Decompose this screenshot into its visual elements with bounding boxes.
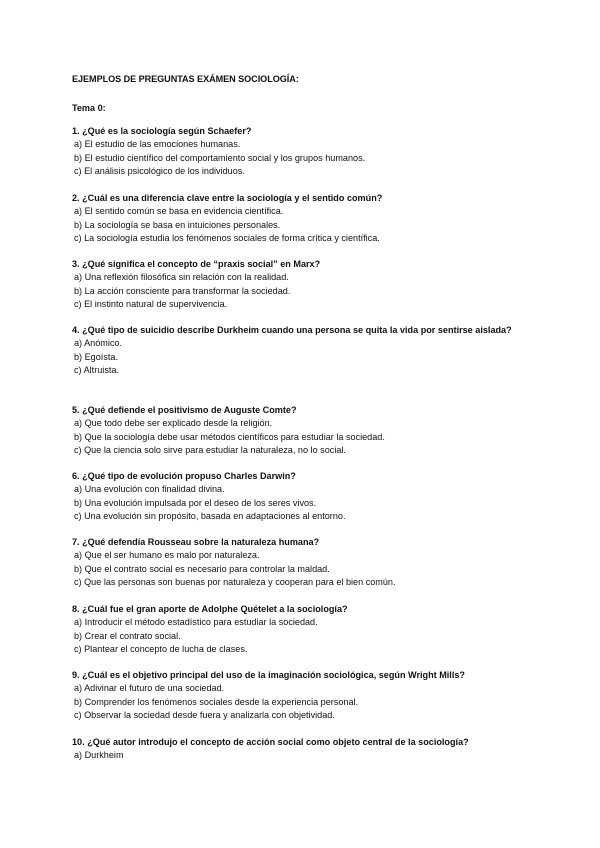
question-number: 3.	[72, 259, 80, 269]
answer-option: b) Que la sociología debe usar métodos científicos para estudiar la sociedad.	[74, 431, 385, 442]
question-prompt: ¿Qué defiende el positivismo de Auguste Comte?	[82, 405, 297, 415]
answer-option: c) El análisis psicológico de los individuos.	[74, 166, 245, 177]
question-5	[72, 404, 528, 458]
question-prompt: ¿Qué tipo de suicidio describe Durkheim cuando una persona se quita la vida por sentirse aislada?	[82, 325, 512, 335]
question-1	[72, 125, 528, 179]
question-prompt: ¿Qué significa el concepto de “praxis social” en Marx?	[82, 259, 321, 269]
question-text	[72, 125, 528, 138]
question-prompt: ¿Cuál fue el gran aporte de Adolphe Quételet a la sociología?	[82, 604, 348, 614]
question-number: 6.	[72, 471, 80, 481]
answer-option: a) Que todo debe ser explicado desde la religión.	[74, 418, 273, 429]
question-number: 9.	[72, 670, 80, 680]
answer-option: c) Observar la sociedad desde fuera y analizarla con objetividad.	[74, 710, 335, 721]
question-text	[72, 258, 528, 271]
question-prompt: ¿Qué tipo de evolución propuso Charles Darwin?	[82, 471, 296, 481]
question-prompt: ¿Qué defendía Rousseau sobre la naturaleza humana?	[82, 537, 320, 547]
answer-option: b) Egoísta.	[74, 351, 118, 362]
question-number: 7.	[72, 537, 80, 547]
answer-option: b) La acción consciente para transformar la sociedad.	[74, 285, 291, 296]
document-title: EJEMPLOS DE PREGUNTAS EXÁMEN SOCIOLOGÍA:	[72, 74, 299, 84]
question-9	[72, 669, 528, 723]
question-text	[72, 669, 528, 682]
answer-option: c) Que la ciencia solo sirve para estudiar la naturaleza, no lo social.	[74, 445, 346, 456]
answer-option: c) Que las personas son buenas por naturaleza y cooperan para el bien común.	[74, 577, 396, 588]
question-4	[72, 324, 528, 378]
question-3	[72, 258, 528, 312]
answer-option: a) Que el ser humano es malo por naturaleza.	[74, 550, 260, 561]
answer-option: a) Una evolución con finalidad divina.	[74, 484, 225, 495]
question-8	[72, 603, 528, 657]
answer-option: a) Adivinar el futuro de una sociedad.	[74, 683, 225, 694]
answer-option: a) Una reflexión filosófica sin relación con la realidad.	[74, 272, 289, 283]
question-number: 1.	[72, 126, 80, 136]
question-number: 4.	[72, 325, 80, 335]
question-number: 10.	[72, 737, 85, 747]
question-7	[72, 536, 528, 590]
question-text	[72, 324, 528, 337]
question-text	[72, 536, 528, 549]
answer-option: b) Que el contrato social es necesario para controlar la maldad.	[74, 563, 330, 574]
question-text	[72, 470, 528, 483]
answer-option: a) El estudio de las emociones humanas.	[74, 139, 241, 150]
question-number: 2.	[72, 193, 80, 203]
answer-option: a) Anómico.	[74, 338, 123, 349]
answer-option: c) El instinto natural de supervivencia.	[74, 299, 228, 310]
question-10	[72, 736, 528, 763]
section-heading: Tema 0:	[72, 103, 106, 113]
answer-option: b) Una evolución impulsada por el deseo de los seres vivos.	[74, 497, 317, 508]
question-number: 8.	[72, 604, 80, 614]
question-prompt: ¿Cuál es una diferencia clave entre la sociología y el sentido común?	[82, 193, 383, 203]
answer-option: b) La sociología se basa en intuiciones personales.	[74, 219, 281, 230]
answer-option: c) Plantear el concepto de lucha de clases.	[74, 644, 248, 655]
answer-option: a) Durkheim	[74, 750, 124, 761]
question-prompt: ¿Cuál es el objetivo principal del uso de la imaginación sociológica, según Wright Mills?	[82, 670, 465, 680]
answer-option: c) Altruista.	[74, 365, 119, 376]
question-text	[72, 192, 528, 205]
question-text	[72, 404, 528, 417]
question-number: 5.	[72, 405, 80, 415]
answer-option: b) Comprender los fenómenos sociales desde la experiencia personal.	[74, 696, 359, 707]
answer-option: b) Crear el contrato social.	[74, 630, 181, 641]
question-2	[72, 192, 528, 246]
answer-option: a) El sentido común se basa en evidencia científica.	[74, 206, 284, 217]
answer-option: c) La sociología estudia los fenómenos sociales de forma crítica y científica.	[74, 233, 380, 244]
answer-option: b) El estudio científico del comportamiento social y los grupos humanos.	[74, 152, 366, 163]
question-prompt: ¿Qué autor introdujo el concepto de acción social como objeto central de la sociología?	[87, 737, 469, 747]
question-6	[72, 470, 528, 524]
question-text	[72, 736, 528, 749]
answer-option: a) Introducir el método estadístico para estudiar la sociedad.	[74, 617, 318, 628]
question-text	[72, 603, 528, 616]
answer-option: c) Una evolución sin propósito, basada en adaptaciones al entorno.	[74, 511, 346, 522]
question-prompt: ¿Qué es la sociología según Schaefer?	[82, 126, 252, 136]
